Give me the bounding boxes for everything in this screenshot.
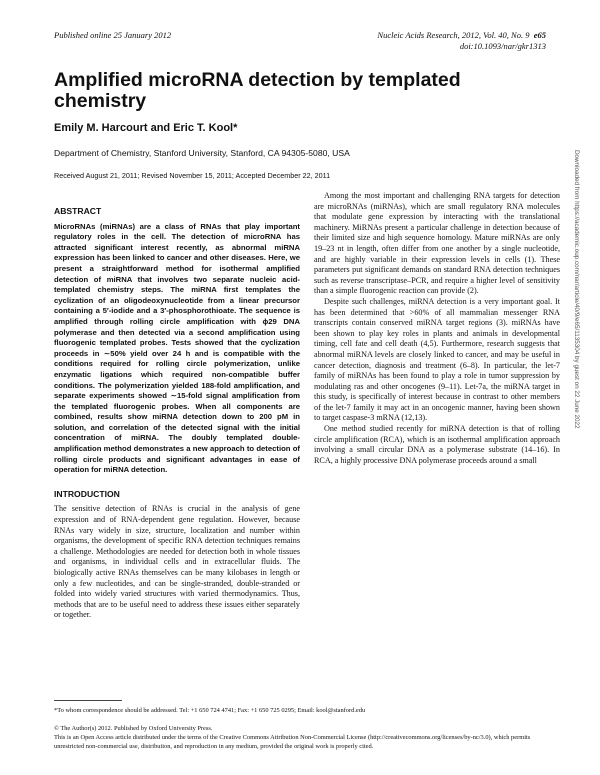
- intro-paragraph-3: Despite such challenges, miRNA detection is a very important goal. It has been determined that >60% of all mammalian messenger RNA transcripts contain conserved miRNA target regions (3). miRNAs have been shown to play key roles in plants and animals in developmental timing, cell fate and cell death (4,5). Furthermore, research suggests that abnormal miRNA levels are closely linked to cancer, and may be useful in cancer detection, diagnosis and treatment (6–8). In particular, the let-7 family of miRNAs has been found to play a role in tumor suppression by modulating ras and other oncogenes (9–11). Let-7a, the miRNA target in this study, is specifically of interest because in contrast to other members of the let-7 family it may act in an oncogenic manner, having been shown to target caspase-3 mRNA (12,13).: [314, 296, 560, 423]
- abstract-text: MicroRNAs (miRNAs) are a class of RNAs that play important regulatory roles in the cell. The detection of microRNA has attracted significant interest recently, as abnormal miRNA expression has been linked to cancer and other diseases. Here, we present a straightforward method for isothermal amplified detection of miRNA that involves two separate nucleic acid-templated chemistry steps. The miRNA first templates the cyclization of an oligodeoxynucleotide from a linear precursor containing a 5′-iodide and a 3′-phosphorothioate. The sequence is amplified through rolling circle amplification with ϕ29 DNA polymerase and then detected via a second amplification using fluorogenic templated probes. Tests showed that the cyclization proceeds in ∼50% yield over 24 h and is compatible with the conditions required for rolling circle polymerization, unlike enzymatic ligations which required non-compatible buffer conditions. The polymerization yielded 188-fold amplification, and separate experiments showed ∼15-fold signal amplification from the templated fluorogenic probes. When all components are combined, results show miRNA detection down to 200 pM in solution, and correlation of the detected signal with the initial concentration of miRNA. The doubly templated double-amplification method demonstrates a new approach to detection of rolling circle products and significant advantages in ease of operation for miRNA detection.: [54, 221, 300, 475]
- footnote-rule: [54, 700, 122, 701]
- received-dates: Received August 21, 2011; Revised November 15, 2011; Accepted December 22, 2011: [54, 171, 331, 180]
- left-column: [54, 206, 300, 621]
- published-date: Published online 25 January 2012: [54, 30, 172, 40]
- introduction-heading: INTRODUCTION: [54, 488, 120, 499]
- authors: Emily M. Harcourt and Eric T. Kool*: [54, 122, 238, 134]
- right-column: [314, 191, 560, 466]
- paper-title: Amplified microRNA detection by templated chemistry: [54, 69, 461, 112]
- copyright-line: © The Author(s) 2012. Published by Oxford University Press.: [54, 725, 213, 732]
- intro-paragraph-1: The sensitive detection of RNAs is crucial in the analysis of gene expression and of RNA-dependent gene regulation. However, because RNAs vary widely in size, structure, localization and number within organisms, the development of specific RNA detection techniques remains a challenge. Methodologies are needed for detection both in whole tissues and organisms, in individual cells and in extracellular fluids. The biologically active RNAs themselves can be many kilobases in length or only a few nucleotides, and can be single-stranded, double-stranded or folded into widely varied structures with varied thermodynamics. Thus, methods that are to be useful need to address these issues either separately or together.: [54, 504, 300, 620]
- doi: doi:10.1093/nar/gkr1313: [459, 41, 546, 51]
- intro-paragraph-4: One method studied recently for miRNA detection is that of rolling circle amplification (RCA), which is an isothermal amplification approach involving a small circular DNA as a polymerase substrate (14–16). In RCA, a highly processive DNA polymerase proceeds around a small: [314, 424, 560, 465]
- download-notice: Downloaded from https://academic.oup.com/nar/article/40/9/e65/1135304 by guest on 22 June 2022: [573, 150, 580, 429]
- article-number: e65: [533, 30, 546, 40]
- affiliation: Department of Chemistry, Stanford University, Stanford, CA 94305-5080, USA: [54, 148, 350, 158]
- intro-paragraph-2: Among the most important and challenging RNA targets for detection are microRNAs (miRNAs), which are small regulatory RNA molecules that modulate gene expression by interacting with the translational machinery. MiRNAs present a particular challenge in detection because of their limited size and high sequence homology. Mature miRNAs are only 19–23 nt in length, often differ from one another by a single nucleotide, and are highly variable in their expression levels in cells (1). These parameters put significant demands on standard RNA detection techniques such as reverse transcriptase–PCR, and require a higher level of sensitivity than a simple fluorogenic reaction can provide (2).: [314, 191, 560, 296]
- correspondence-footnote: *To whom correspondence should be addressed. Tel: +1 650 724 4741; Fax: +1 650 725 0295; Email: kool@stanford.edu: [54, 707, 366, 714]
- journal-header: [377, 30, 546, 52]
- journal-citation: Nucleic Acids Research, 2012, Vol. 40, No. 9: [377, 30, 530, 40]
- abstract-heading: ABSTRACT: [54, 206, 102, 216]
- license-text: This is an Open Access article distributed under the terms of the Creative Commons Attribution Non-Commercial License (http://creativecommons.org/licenses/by-nc/3.0), which permits unrestricted non-commercial use, distribution, and reproduction in any medium, provided the original work is properly cited.: [54, 734, 531, 750]
